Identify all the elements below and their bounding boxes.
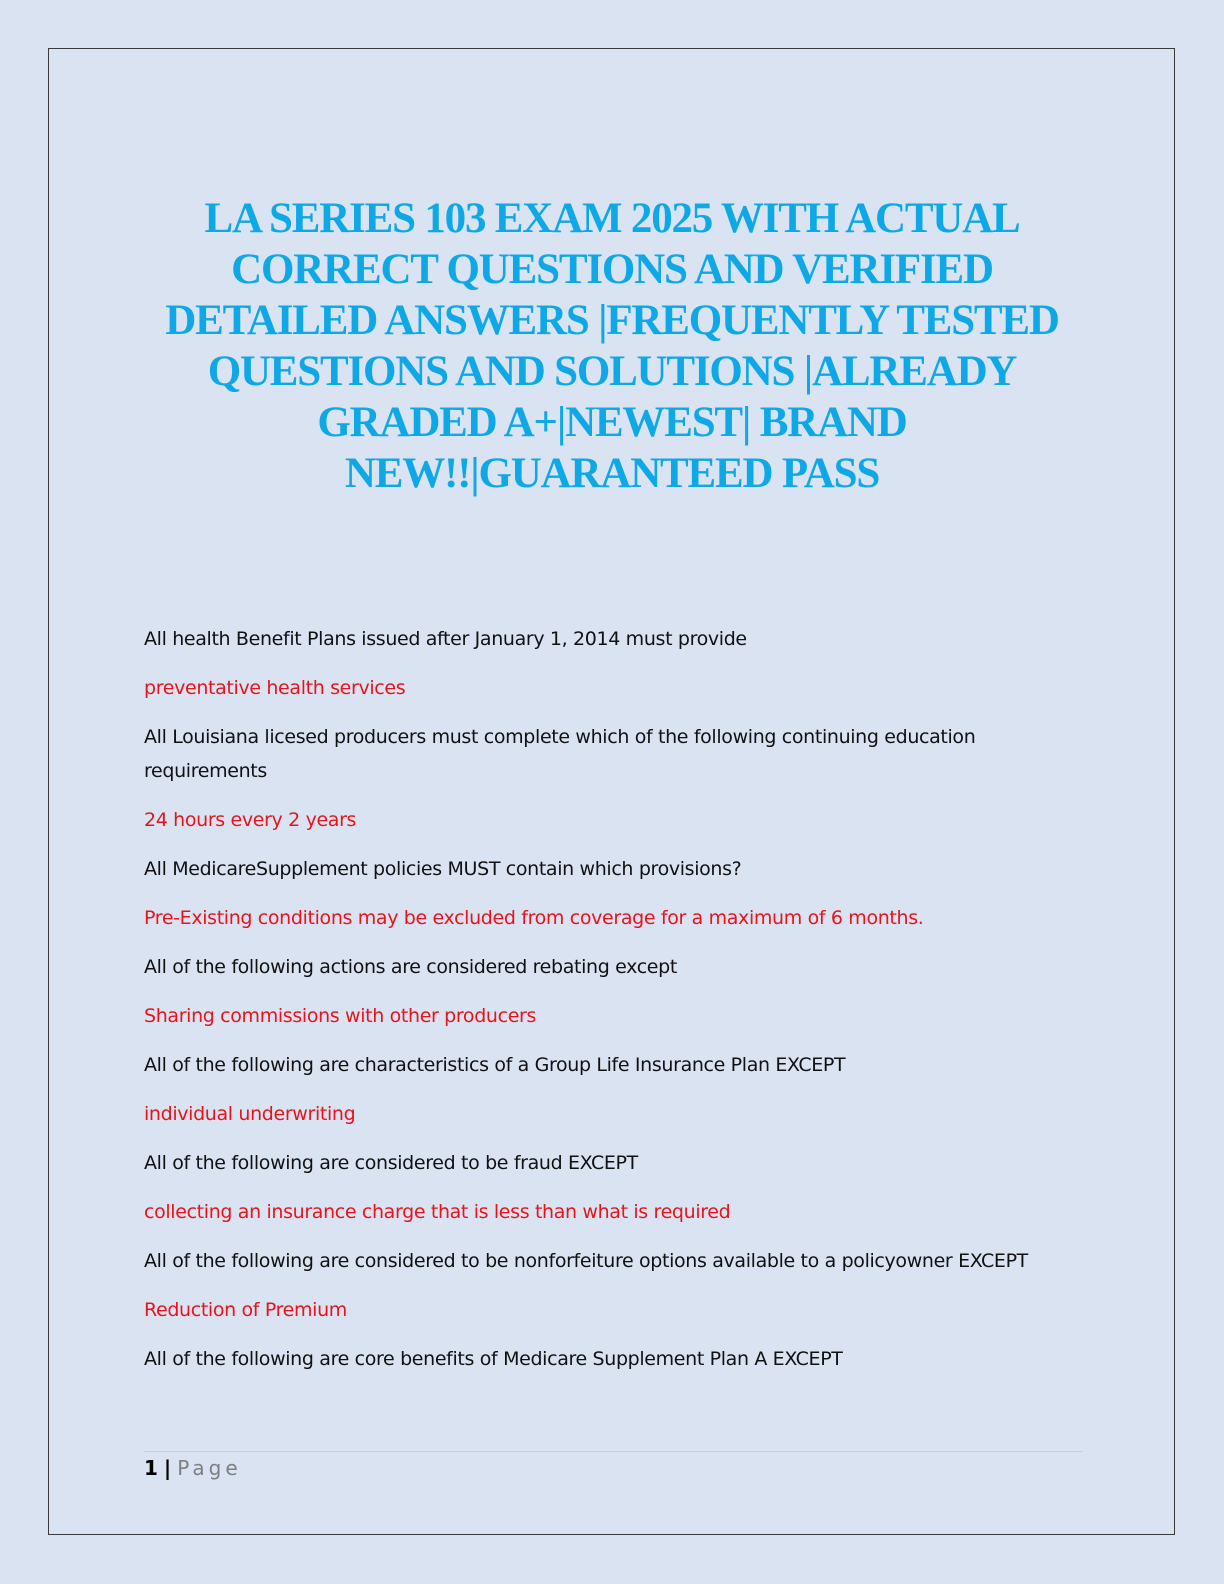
answer-text: individual underwriting (144, 1103, 356, 1125)
qa-list (144, 622, 1064, 1391)
question-text: All MedicareSupplement policies MUST contain which provisions? (144, 858, 742, 880)
answer-text: preventative health services (144, 677, 406, 699)
answer-text: Sharing commissions with other producers (144, 1005, 537, 1027)
question-text: All of the following are considered to be fraud EXCEPT (144, 1152, 638, 1174)
footer-separator: | (163, 1456, 172, 1480)
question-text: All of the following are characteristics of a Group Life Insurance Plan EXCEPT (144, 1054, 846, 1076)
page-footer (144, 1454, 242, 1482)
question-text: All health Benefit Plans issued after January 1, 2014 must provide (144, 628, 747, 650)
page-number: 1 (144, 1456, 158, 1480)
question-text: All of the following are core benefits of Medicare Supplement Plan A EXCEPT (144, 1348, 843, 1370)
footer-divider (144, 1451, 1082, 1452)
answer-text: Pre-Existing conditions may be excluded from coverage for a maximum of 6 months. (144, 907, 924, 929)
answer-text: Reduction of Premium (144, 1299, 347, 1321)
question-text: All of the following actions are considered rebating except (144, 956, 677, 978)
document-title: LA SERIES 103 EXAM 2025 WITH ACTUAL CORRECT QUESTIONS AND VERIFIED DETAILED ANSWERS |FREQUENTLY TESTED QUESTIONS AND SOLUTIONS |ALREADY GRADED A+|NEWEST| BRAND NEW!!|GUARANTEED PASS (165, 195, 1059, 497)
page-label: Page (177, 1456, 242, 1480)
answer-text: 24 hours every 2 years (144, 809, 357, 831)
answer-text: collecting an insurance charge that is less than what is required (144, 1201, 731, 1223)
question-text: All Louisiana licesed producers must complete which of the following continuing education requirements (144, 726, 976, 782)
question-text: All of the following are considered to be nonforfeiture options available to a policyowner EXCEPT (144, 1250, 1028, 1272)
